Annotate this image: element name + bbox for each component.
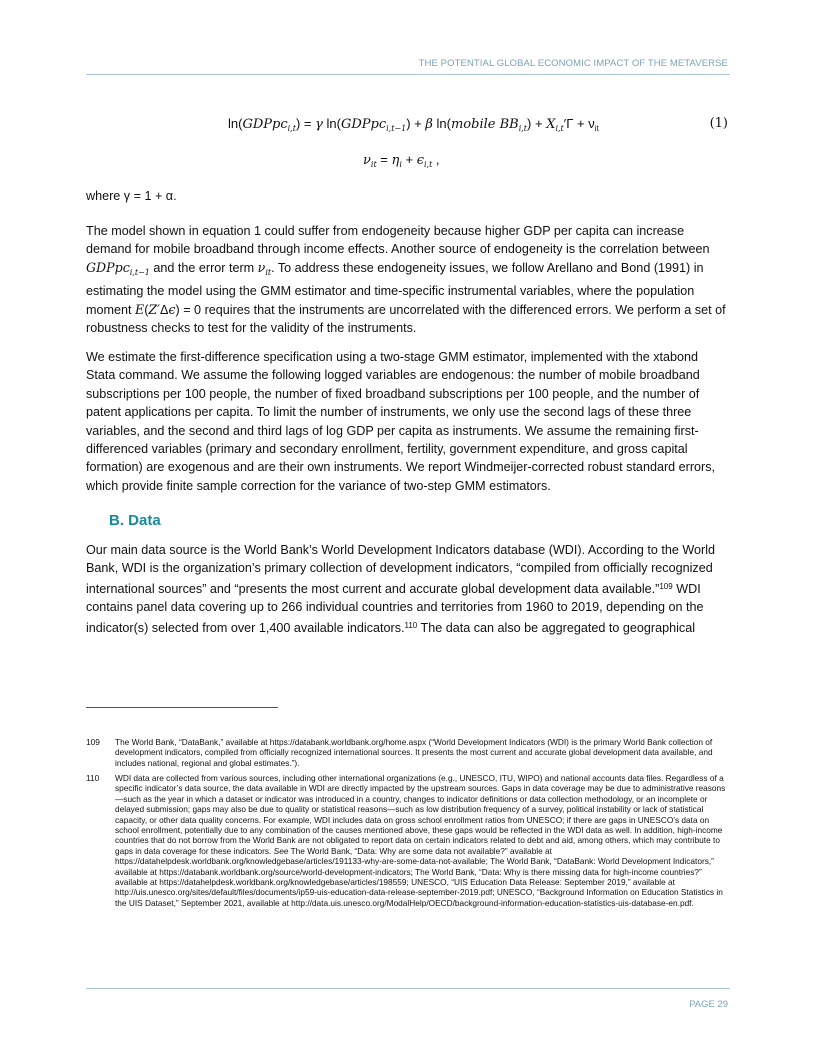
equation-1: ln(GDPpc$_{i,t}$) = γ ln(GDPpc$_{i,t-1}$) + β ln(mobile $BB_{i,t}) + X_{i,t}'\Gamma + \nu_{it}$ bbox=[228, 116, 599, 133]
where-line: where γ = 1 + α. bbox=[86, 189, 177, 203]
footer-divider bbox=[86, 988, 730, 989]
footnote-ref-110[interactable]: 110 bbox=[404, 620, 418, 630]
running-header: THE POTENTIAL GLOBAL ECONOMIC IMPACT OF THE METAVERSE bbox=[418, 58, 728, 69]
footnote-110 bbox=[86, 773, 730, 908]
paragraph-gmm-estimation: We estimate the first-difference specification using a two-stage GMM estimator, implemented with the xtabond Stata command. We assume the following logged variables are endogenous: the number of mobile broadband subscriptions per 100 people, the number of fixed broadband subscriptions per 100 people, and the number of patent applications per capita. To limit the number of instruments, we only use the second lags of these three variables, and the second and third lags of log GDP per capita as instruments. We assume the remaining first-differenced variables (primary and secondary enrollment, fertility, government expenditure, and gross capital formation) are exogenous and are their own instruments. We report Windmeijer-corrected robust standard errors, which provide finite sample correction for the variance of two-step GMM estimators. bbox=[86, 350, 716, 493]
footnote-text: The World Bank, “DataBank,” available at https://databank.worldbank.org/home.aspx (“World Development Indicators (WDI) is the primary World Bank collection of development indicators, compiled from officially recognized international sources. It presents the most current and accurate global development data available, and includes national, regional and global estimates.”). bbox=[115, 737, 713, 768]
footnote-divider bbox=[86, 707, 278, 708]
moment-condition: E bbox=[135, 301, 145, 317]
section-heading-data: B. Data bbox=[109, 512, 161, 529]
header-divider bbox=[86, 74, 730, 75]
footnote-109 bbox=[86, 737, 730, 768]
nu-it-term: $\nu_{it}$ bbox=[257, 259, 272, 277]
equation-number: (1) bbox=[709, 116, 728, 131]
footnote-ref-109[interactable]: 109 bbox=[659, 581, 673, 591]
gdppc-lag-term: GDPpc$_{i,t-1}$ bbox=[86, 259, 150, 277]
footnote-number: 109 bbox=[86, 737, 100, 747]
paragraph-data-source: Our main data source is the World Bank’s World Development Indicators database (WDI). According to the World Bank, WDI is the organization’s primary collection of development indicators, “compiled from officially recognized international sources” and “presents the most current and accurate global development data available.”$^{109}$ WDI contains panel data covering up to 266 individual countries and territories from 1960 to 2019, depending on the indicator(s) selected from over 1,400 available indicators.$^{110}$ The data can also be aggregated to geographical bbox=[86, 543, 716, 635]
page-number: PAGE 29 bbox=[689, 999, 728, 1010]
footnote-text: WDI data are collected from various sources, including other international organizations (e.g., UNESCO, ITU, WIPO) and national accounts data files. Regardless of a specific indicator’s data source, the data available in WDI are directly impacted by the upstream sources. Gaps in data coverage may be due to administrative reasons—such as the year in which a dataset or indicator was introduced in a country, changes to indicator definitions or data collection methodology, or an incomplete or delayed submission; gaps may also be due to quality or statistical reasons—such as low distribution frequency of a survey, political instability or lack of statistical capacity, or other data quality concerns. For example, WDI includes data on gross school enrollment ratios from UNESCO; if there are gaps in UNESCO’s data on school enrollment, potentially due to any combination of the causes mentioned above, these gaps would be reflected in the WDI data as well. In addition, high-income countries that do not borrow from the World Bank are not obligated to report data on certain indicators related to debt and aid, among others, which may contribute to gaps in data coverage for these indicators. See The World Bank, “Data: Why are some data not available?” available at https://datahelpdesk.worldbank.org/knowledgebase/articles/191133-why-are-some-data-not-available; The World Bank, “DataBank: World Development Indicators,” available at https://databank.worldbank.org/source/world-development-indicators; The World Bank, “Data: Why is there missing data for high-income countries?” available at https://datahelpdesk.worldbank.org/knowledgebase/articles/198559; UNESCO, “UIS Education Data Release: September 2019,” available at http://uis.unesco.org/sites/default/files/documents/ip59-uis-education-data-release-september-2019.pdf; UNESCO, “Background Information on Education Statistics in the UIS Dataset,” September 2021, available at http://data.uis.unesco.org/ModalHelp/OECD/background-information-education-statistics-uis-database-en.pdf. bbox=[115, 773, 726, 908]
equation-2: $\nu_{it} = \eta_i + \epsilon_{i,t}$ , bbox=[363, 152, 440, 169]
footnote-number: 110 bbox=[86, 773, 100, 783]
paragraph-endogeneity: The model shown in equation 1 could suffer from endogeneity because higher GDP per capita can increase demand for mobile broadband through income effects. Another source of endogeneity is the correlation between GDPpc$_{i,t-1}$ and the error term $\nu_{it}$. To address these endogeneity issues, we follow Arellano and Bond (1991) in estimating the model using the GMM estimator and time-specific instrumental variables, where the population moment E(Z′Δϵ) = 0 requires that the instruments are uncorrelated with the differenced errors. We perform a set of robustness checks to test for the validity of the instruments. bbox=[86, 224, 726, 336]
